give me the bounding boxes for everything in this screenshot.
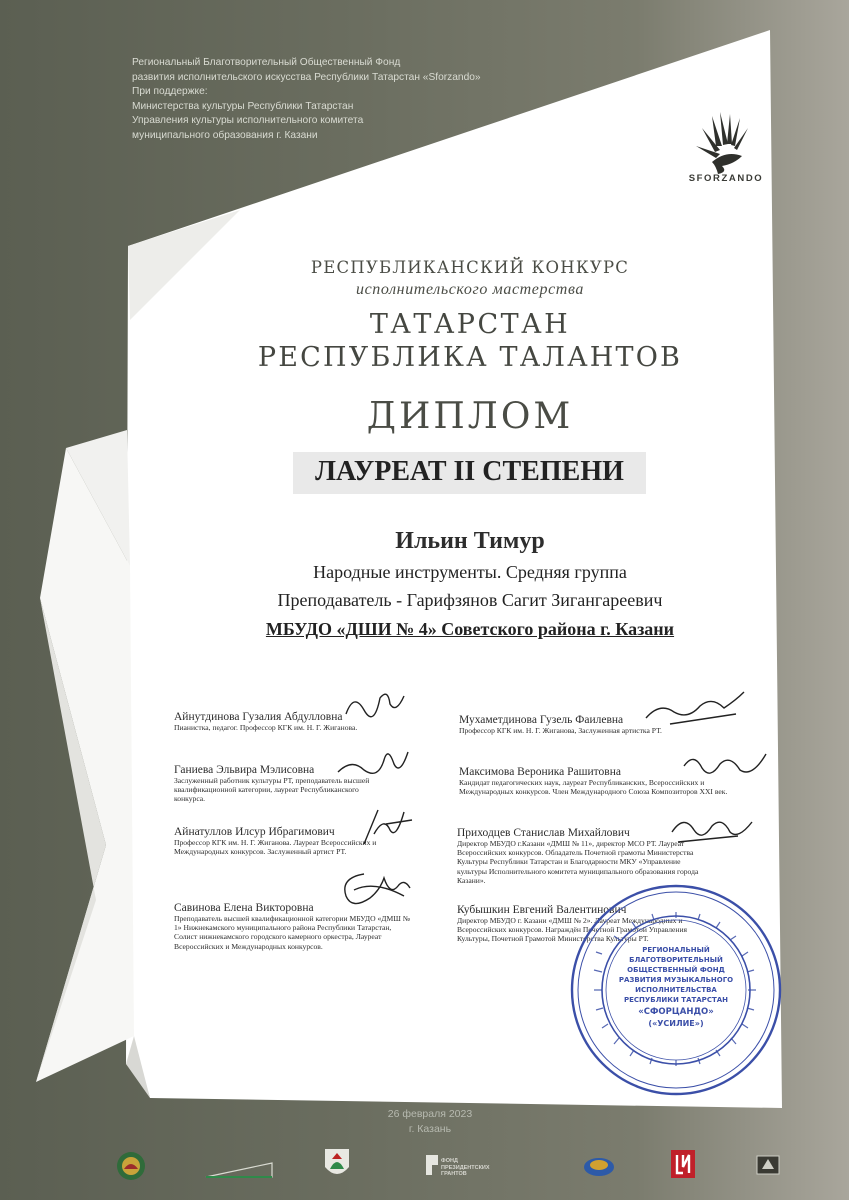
contest-name-line1: ТАТАРСТАН	[369, 309, 571, 340]
org-line: Управления культуры исполнительного комитета	[132, 115, 364, 126]
jury-name: Савинова Елена Викторовна	[174, 902, 314, 914]
jury-description: Директор МБУДО г. Казани «ДМШ № 2». Лауреат Международных и Всероссийских конкурсов. Награждён Почетной Грамотой Управления Культуры, Почетной Грамотой Министерства Культуры РТ.	[457, 916, 688, 944]
contest-name-line2: РЕСПУБЛИКА ТАЛАНТОВ	[257, 342, 683, 373]
jury-description: Заслуженный работник культуры РТ, преподаватель высшей квалификационной категории, лауреат Республиканского конкурса.	[174, 776, 370, 804]
presidential-grants-icon	[424, 1153, 440, 1177]
fund-label-line: ФОНД	[441, 1158, 458, 1164]
stamp-text: «СФОРЦАНДО»	[638, 1007, 714, 1017]
contest-title-line1: РЕСПУБЛИКАНСКИЙ КОНКУРС	[310, 258, 630, 277]
fund-label-line: ГРАНТОВ	[441, 1171, 467, 1177]
jury-description: Преподаватель высшей квалификационной категории МБУДО «ДМШ № 1» Нижнекамского муниципального района Республики Татарстан, Солист нижнекамского городского камерного оркестра, Лауреат Всероссийских и Международных конкурсов.	[174, 914, 411, 951]
signature-icon	[680, 746, 770, 786]
fund-label-line: ПРЕЗИДЕНТСКИХ	[441, 1164, 490, 1171]
signature-icon	[340, 684, 410, 724]
fund-label	[441, 1158, 490, 1178]
jury-name: Мухаметдинова Гузель Фаилевна	[459, 714, 624, 726]
event-date	[350, 1107, 510, 1137]
org-line: Министерства культуры Республики Татарстан	[132, 100, 354, 112]
org-line: Региональный Благотворительный Общественный Фонд	[132, 57, 401, 68]
contest-title-line2: исполнительского мастерства	[355, 281, 584, 298]
jury-name: Кубышкин Евгений Валентинович	[457, 904, 627, 916]
org-line: развития исполнительского искусства Республики Татарстан «Sforzando»	[132, 71, 481, 83]
winner-category: Народные инструменты. Средняя группа	[313, 562, 627, 582]
city-text: г. Казань	[408, 1123, 452, 1135]
tatarstan-emblem-icon	[116, 1151, 146, 1181]
stamp-text: («УСИЛИЕ»)	[648, 1019, 704, 1028]
jury-description: Профессор КГК им. Н. Г. Жиганова. Лауреат Всероссийских и Международных конкурсов. Заслуженный артист РТ.	[174, 838, 377, 857]
stamp-text: РЕГИОНАЛЬНЫЙ	[642, 946, 710, 954]
signature-icon	[334, 742, 414, 786]
jury-name: Приходцев Станислав Михайлович	[457, 827, 630, 839]
signature-icon	[668, 806, 756, 850]
lukoil-logo-icon	[670, 1149, 696, 1179]
winner-teacher: Преподаватель - Гарифзянов Сагит Зигангареевич	[277, 590, 663, 610]
jury-description: Кандидат педагогических наук, лауреат Республиканских, Всероссийских и Международных конкурсов. Член Международного Союза Композиторов XXI век.	[459, 778, 728, 797]
organizer-text	[132, 56, 612, 143]
jury-description: Пианистка, педагог. Профессор КГК им. Н. Г. Жиганова.	[174, 723, 358, 732]
stamp-text: БЛАГОТВОРИТЕЛЬНЫЙ	[629, 956, 723, 964]
winner-name: Ильин Тимур	[395, 528, 545, 554]
diploma-heading: ДИПЛОМ	[366, 396, 574, 437]
ministry-logo-icon	[204, 1159, 274, 1181]
sponsor-logo-icon	[754, 1153, 782, 1177]
stamp-text: РЕСПУБЛИКИ ТАТАРСТАН	[623, 996, 729, 1004]
org-line: муниципального образования г. Казани	[132, 129, 318, 141]
official-stamp	[566, 880, 786, 1100]
stamp-text: ИСПОЛНИТЕЛЬСТВА	[635, 986, 717, 994]
logo-label: SFORZANDO	[688, 173, 764, 184]
stamp-text: ОБЩЕСТВЕННЫЙ ФОНД	[627, 966, 725, 974]
signature-icon	[640, 690, 750, 740]
jury-description: Директор МБУДО г.Казани «ДМШ № 11», директор МСО РТ. Лауреат Всероссийских конкурсов. Обладатель Почетной грамоты Министерства Культуры Республики Татарстан и Благодарности МКУ «Управление культуры Исполнительного комитета муниципального образования города Казани».	[457, 839, 699, 885]
jury-name: Айнутдинова Гузалия Абдулловна	[174, 711, 343, 723]
signature-icon	[356, 804, 416, 848]
jury-name: Максимова Вероника Рашитовна	[459, 766, 621, 778]
jury-description: Профессор КГК им. Н. Г. Жиганова, Заслуженная артистка РТ.	[459, 726, 662, 735]
signature-icon	[334, 866, 414, 914]
jury-name: Айнатуллов Илсур Ибрагимович	[174, 826, 335, 838]
date-text: 26 февраля 2023	[387, 1108, 473, 1120]
org-line: При поддержке:	[132, 86, 208, 97]
stamp-text: РАЗВИТИЯ МУЗЫКАЛЬНОГО	[618, 976, 734, 984]
degree-title: ЛАУРЕАТ II СТЕПЕНИ	[315, 456, 624, 487]
sponsor-logo-icon	[582, 1151, 616, 1179]
kazan-emblem-icon	[322, 1147, 352, 1181]
jury-name: Ганиева Эльвира Мэлисовна	[174, 764, 315, 776]
winner-school: МБУДО «ДШИ № 4» Советского района г. Казани	[265, 619, 675, 639]
